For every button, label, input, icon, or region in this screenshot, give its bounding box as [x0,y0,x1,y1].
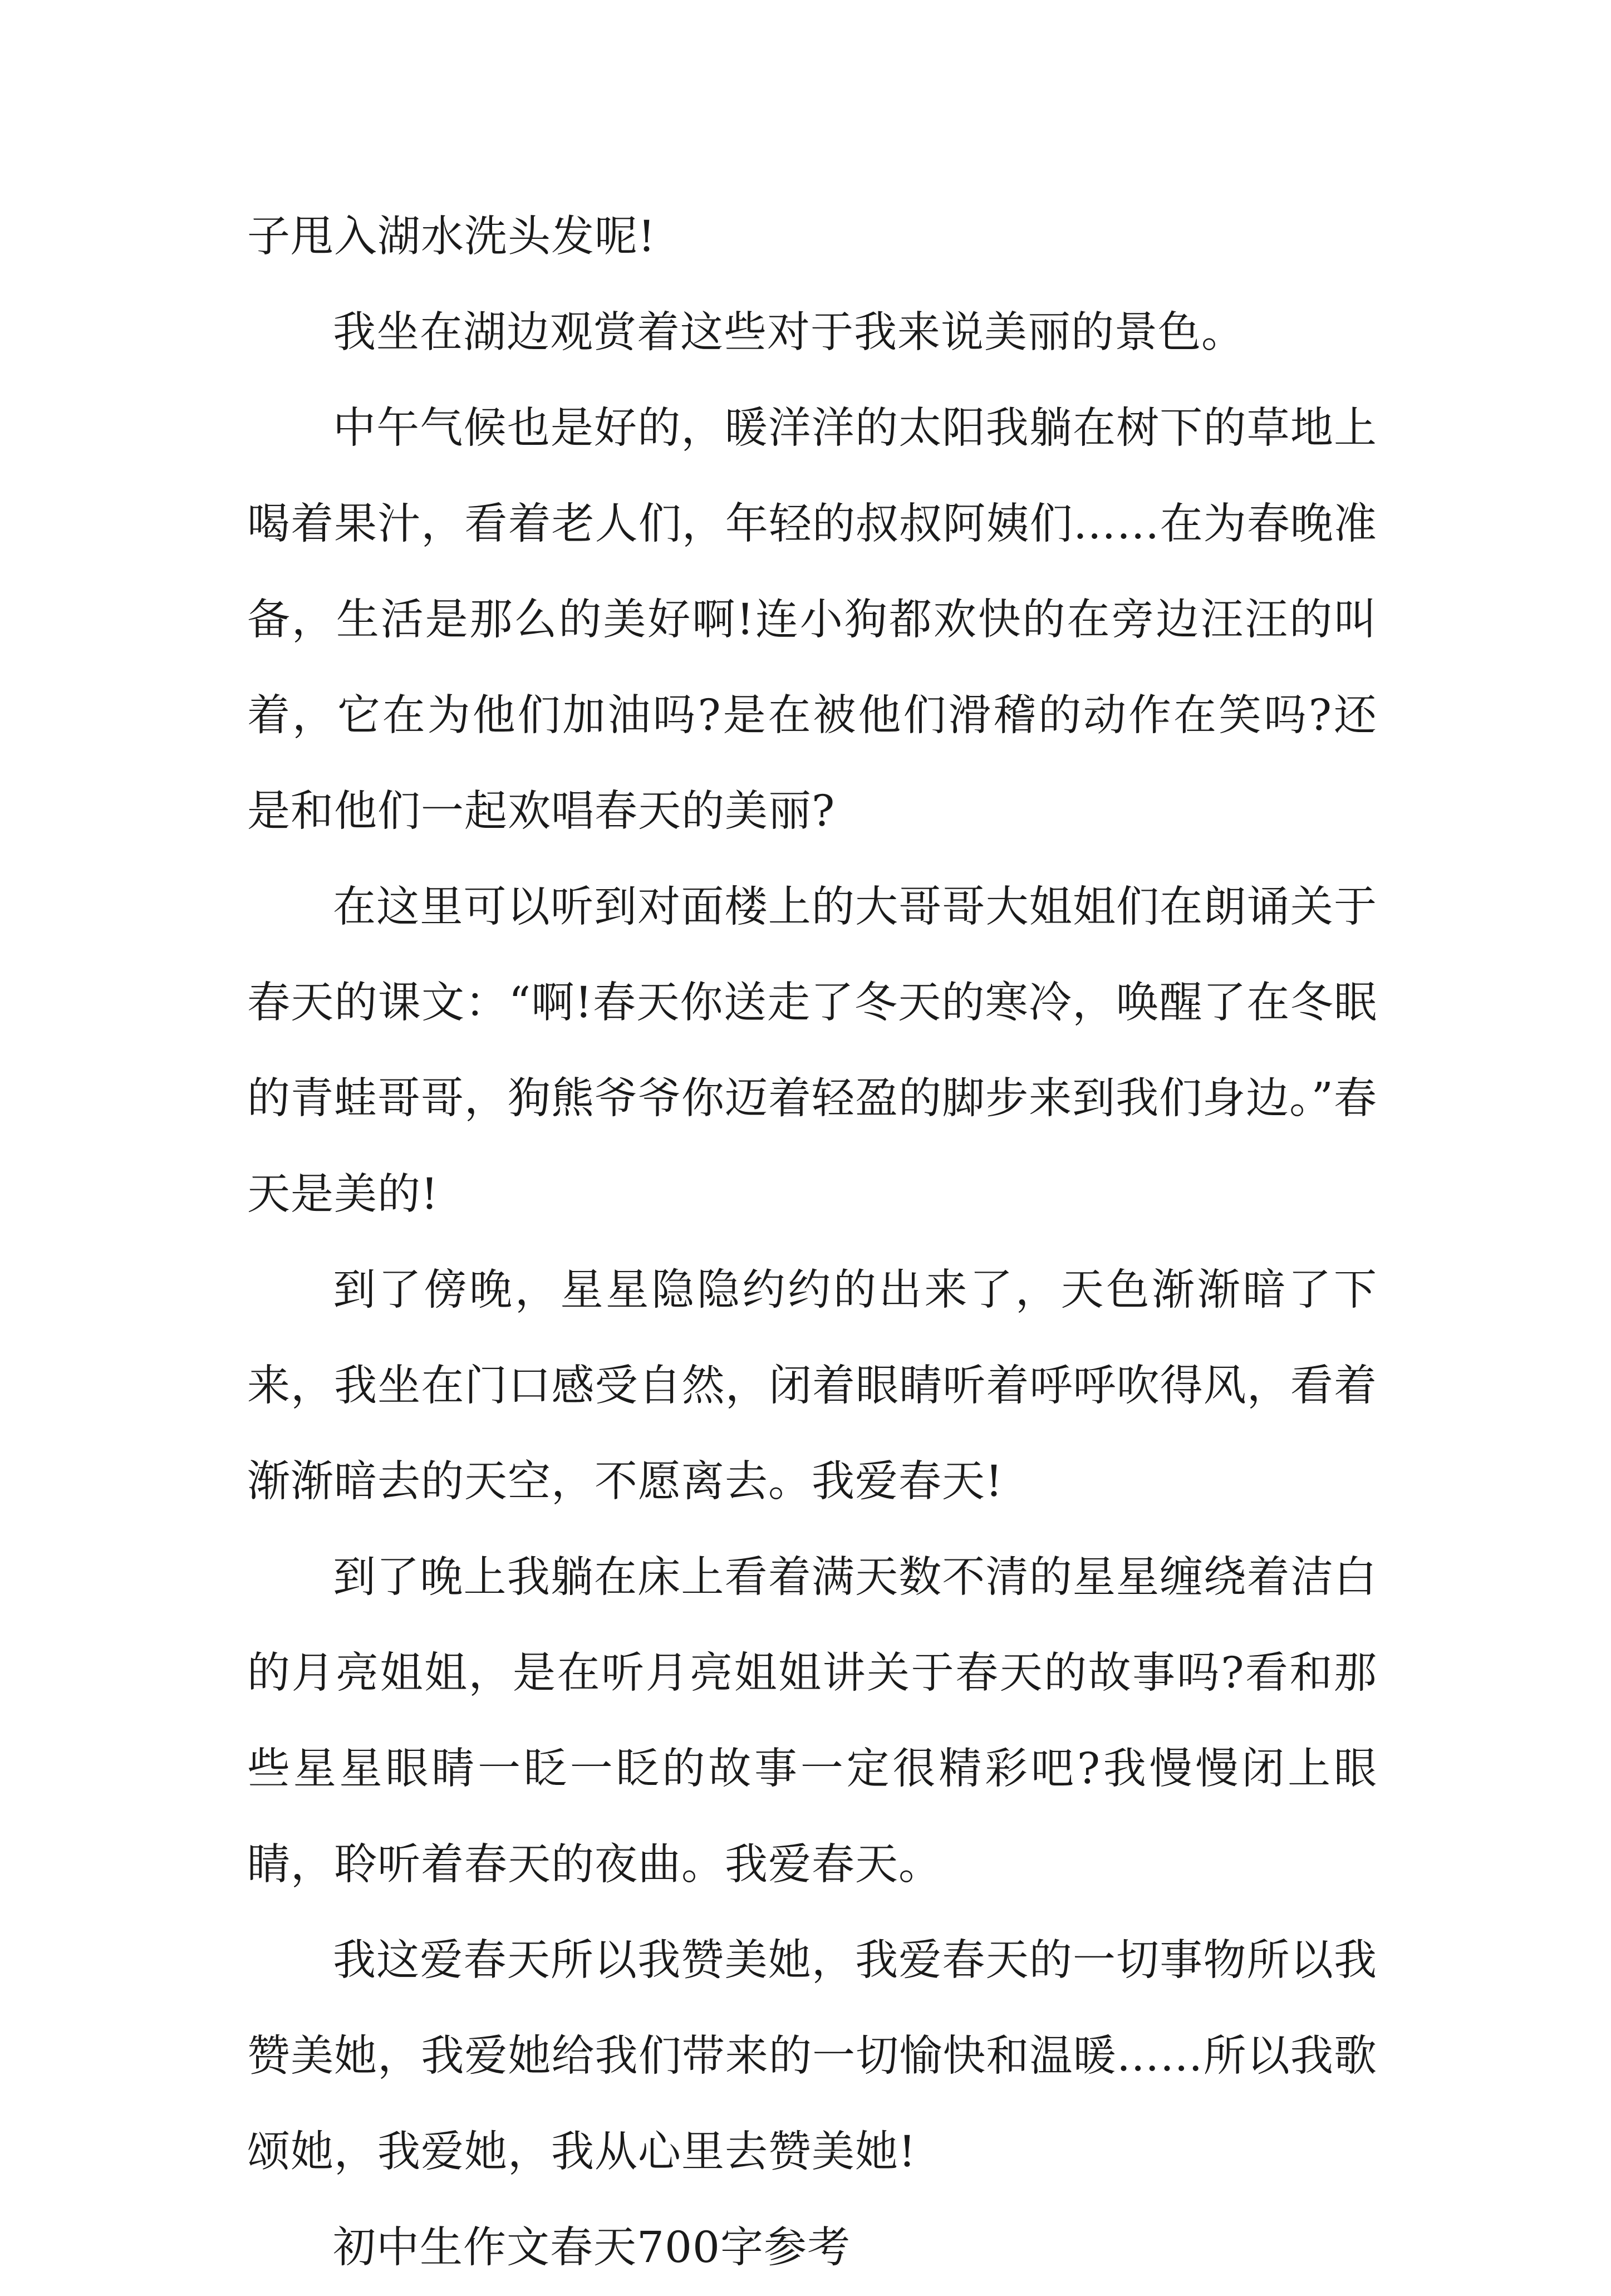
paragraph: 在这里可以听到对面楼上的大哥哥大姐姐们在朗诵关于春天的课文：“啊!春天你送走了冬天的寒冷，唤醒了在冬眠的青蛙哥哥，狗熊爷爷你迈着轻盈的脚步来到我们身边。”春天是美的! [247,882,1377,1219]
paragraph: 我坐在湖边观赏着这些对于我来说美丽的景色。 [333,308,1245,357]
paragraph: 我这爱春天所以我赞美她，我爱春天的一切事物所以我赞美她，我爱她给我们带来的一切愉快和温暖……所以我歌颂她，我爱她，我从心里去赞美她! [247,1936,1377,2177]
next-article-title: 初中生作文春天700字参考 [333,2223,851,2273]
paragraph: 到了傍晚，星星隐隐约约的出来了，天色渐渐暗了下来，我坐在门口感受自然，闭着眼睛听着呼呼吹得风，看着渐渐暗去的天空，不愿离去。我爱春天! [247,1265,1377,1507]
paragraph: 中午气候也是好的，暖洋洋的太阳我躺在树下的草地上喝着果汁，看着老人们，年轻的叔叔阿姨们……在为春晚准备，生活是那么的美好啊!连小狗都欢快的在旁边汪汪的叫着，它在为他们加油吗?是在被他们滑稽的动作在笑吗?还是和他们一起欢唱春天的美丽? [247,404,1377,836]
paragraph: 到了晚上我躺在床上看着满天数不清的星星缠绕着洁白的月亮姐姐，是在听月亮姐姐讲关于春天的故事吗?看和那些星星眼睛一眨一眨的故事一定很精彩吧?我慢慢闭上眼睛，聆听着春天的夜曲。我爱春天。 [247,1553,1377,1890]
paragraph-continuation: 子甩入湖水洗头发呢! [247,212,656,262]
document-body [247,189,1377,2296]
